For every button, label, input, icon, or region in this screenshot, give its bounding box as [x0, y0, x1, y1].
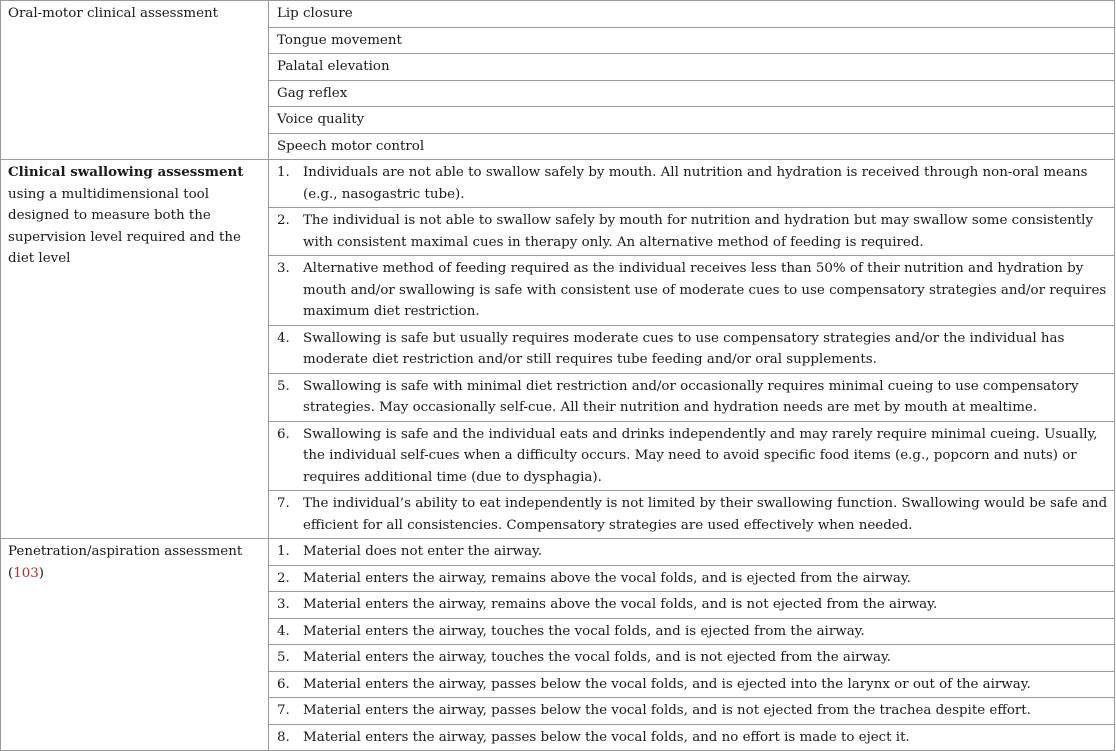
cell-text: Gag reflex — [277, 85, 348, 101]
item-text: Material enters the airway, passes below the vocal folds, and is ejected into the larynx or out of the airway. — [303, 676, 1031, 692]
item-number: 1. — [277, 544, 290, 559]
table-cell — [269, 325, 1115, 373]
table-cell — [269, 133, 1115, 160]
item-text: Material enters the airway, remains above the vocal folds, and is not ejected from the airway. — [303, 597, 938, 612]
item-number: 3. — [277, 261, 290, 276]
table-row — [1, 539, 1115, 566]
section-title-rest: using a multidimensional tool designed to measure both the supervision level required and the diet level — [8, 186, 241, 266]
item-number: 5. — [277, 650, 290, 665]
cell-text: Tongue movement — [277, 32, 402, 48]
item-number: 3. — [277, 597, 290, 612]
table-cell — [269, 256, 1115, 326]
table-row — [1, 160, 1115, 208]
section-title-close: ) — [38, 565, 45, 581]
table-cell — [269, 208, 1115, 256]
section-title-bold: Clinical swallowing assessment — [8, 164, 244, 180]
section-title: Penetration/aspiration assessment ( — [8, 544, 243, 581]
table-cell — [269, 539, 1115, 566]
table-cell — [269, 1, 1115, 28]
item-text: Swallowing is safe and the individual eats and drinks independently and may rarely require minimal cueing. Usually, the individual self-cues when a difficulty occurs. May need to avoid specific food items (e.g., popcorn and nuts) or requires additional time (due to dysphagia). — [303, 426, 1098, 485]
table-cell — [269, 421, 1115, 491]
item-text: Material enters the airway, passes below the vocal folds, and is not ejected from the trachea despite effort. — [303, 703, 1031, 718]
item-number: 7. — [277, 496, 290, 511]
item-text: The individual is not able to swallow safely by mouth for nutrition and hydration but may swallow some consistently with consistent maximal cues in therapy only. An alternative method of feeding is required. — [303, 213, 1094, 250]
table-cell — [269, 491, 1115, 539]
table-body — [1, 1, 1115, 751]
item-number: 4. — [277, 330, 290, 346]
cell-text: Speech motor control — [277, 138, 425, 154]
item-number: 2. — [277, 213, 290, 228]
table-cell — [269, 592, 1115, 619]
item-text: Material enters the airway, touches the vocal folds, and is not ejected from the airway. — [303, 650, 892, 665]
table-cell — [269, 373, 1115, 421]
cell-text: Voice quality — [277, 112, 365, 127]
table-cell — [269, 698, 1115, 725]
item-text: Material does not enter the airway. — [303, 544, 543, 559]
section-title-clinical-swallowing — [1, 160, 269, 539]
item-text: The individual’s ability to eat independently is not limited by their swallowing function. Swallowing would be safe and efficient for all consistencies. Compensatory strategies are used effectively when needed. — [303, 496, 1108, 533]
item-number: 6. — [277, 676, 290, 692]
cell-text: Lip closure — [277, 6, 353, 21]
item-number: 7. — [277, 703, 290, 718]
table-cell — [269, 618, 1115, 645]
item-text: Swallowing is safe with minimal diet restriction and/or occasionally requires minimal cueing to use compensatory strategies. May occasionally self-cue. All their nutrition and hydration needs are met by mouth at mealtime. — [303, 378, 1079, 415]
item-number: 4. — [277, 623, 290, 639]
item-text: Material enters the airway, touches the vocal folds, and is ejected from the airway. — [303, 623, 865, 639]
table-cell — [269, 565, 1115, 592]
item-text: Alternative method of feeding required as the individual receives less than 50% of their nutrition and hydration by mouth and/or swallowing is safe with consistent use of moderate cues to use compensatory strategies and/or requires maximum diet restriction. — [303, 261, 1107, 319]
item-text: Material enters the airway, remains above the vocal folds, and is ejected from the airway. — [303, 570, 911, 586]
item-number: 1. — [277, 165, 290, 180]
table-cell — [269, 107, 1115, 134]
item-text: Swallowing is safe but usually requires moderate cues to use compensatory strategies and/or the individual has moderate diet restriction and/or still requires tube feeding and/or oral supplements. — [303, 330, 1065, 367]
table-cell — [269, 645, 1115, 672]
reference-link[interactable]: 103 — [13, 565, 39, 581]
item-number: 5. — [277, 378, 290, 394]
item-number: 2. — [277, 570, 290, 586]
table-cell — [269, 27, 1115, 54]
table-cell — [269, 671, 1115, 698]
section-title-penetration-aspiration — [1, 539, 269, 751]
item-number: 8. — [277, 729, 290, 745]
table-cell — [269, 80, 1115, 107]
cell-text: Palatal elevation — [277, 59, 390, 74]
table-row — [1, 1, 1115, 28]
section-title-oral-motor — [1, 1, 269, 160]
item-number: 6. — [277, 426, 290, 442]
section-title: Oral-motor clinical assessment — [8, 6, 219, 21]
table-cell — [269, 724, 1115, 751]
item-text: Individuals are not able to swallow safely by mouth. All nutrition and hydration is received through non-oral means (e.g., nasogastric tube). — [303, 165, 1088, 202]
table-cell — [269, 160, 1115, 208]
item-text: Material enters the airway, passes below the vocal folds, and no effort is made to eject it. — [303, 729, 910, 745]
table-cell — [269, 54, 1115, 81]
